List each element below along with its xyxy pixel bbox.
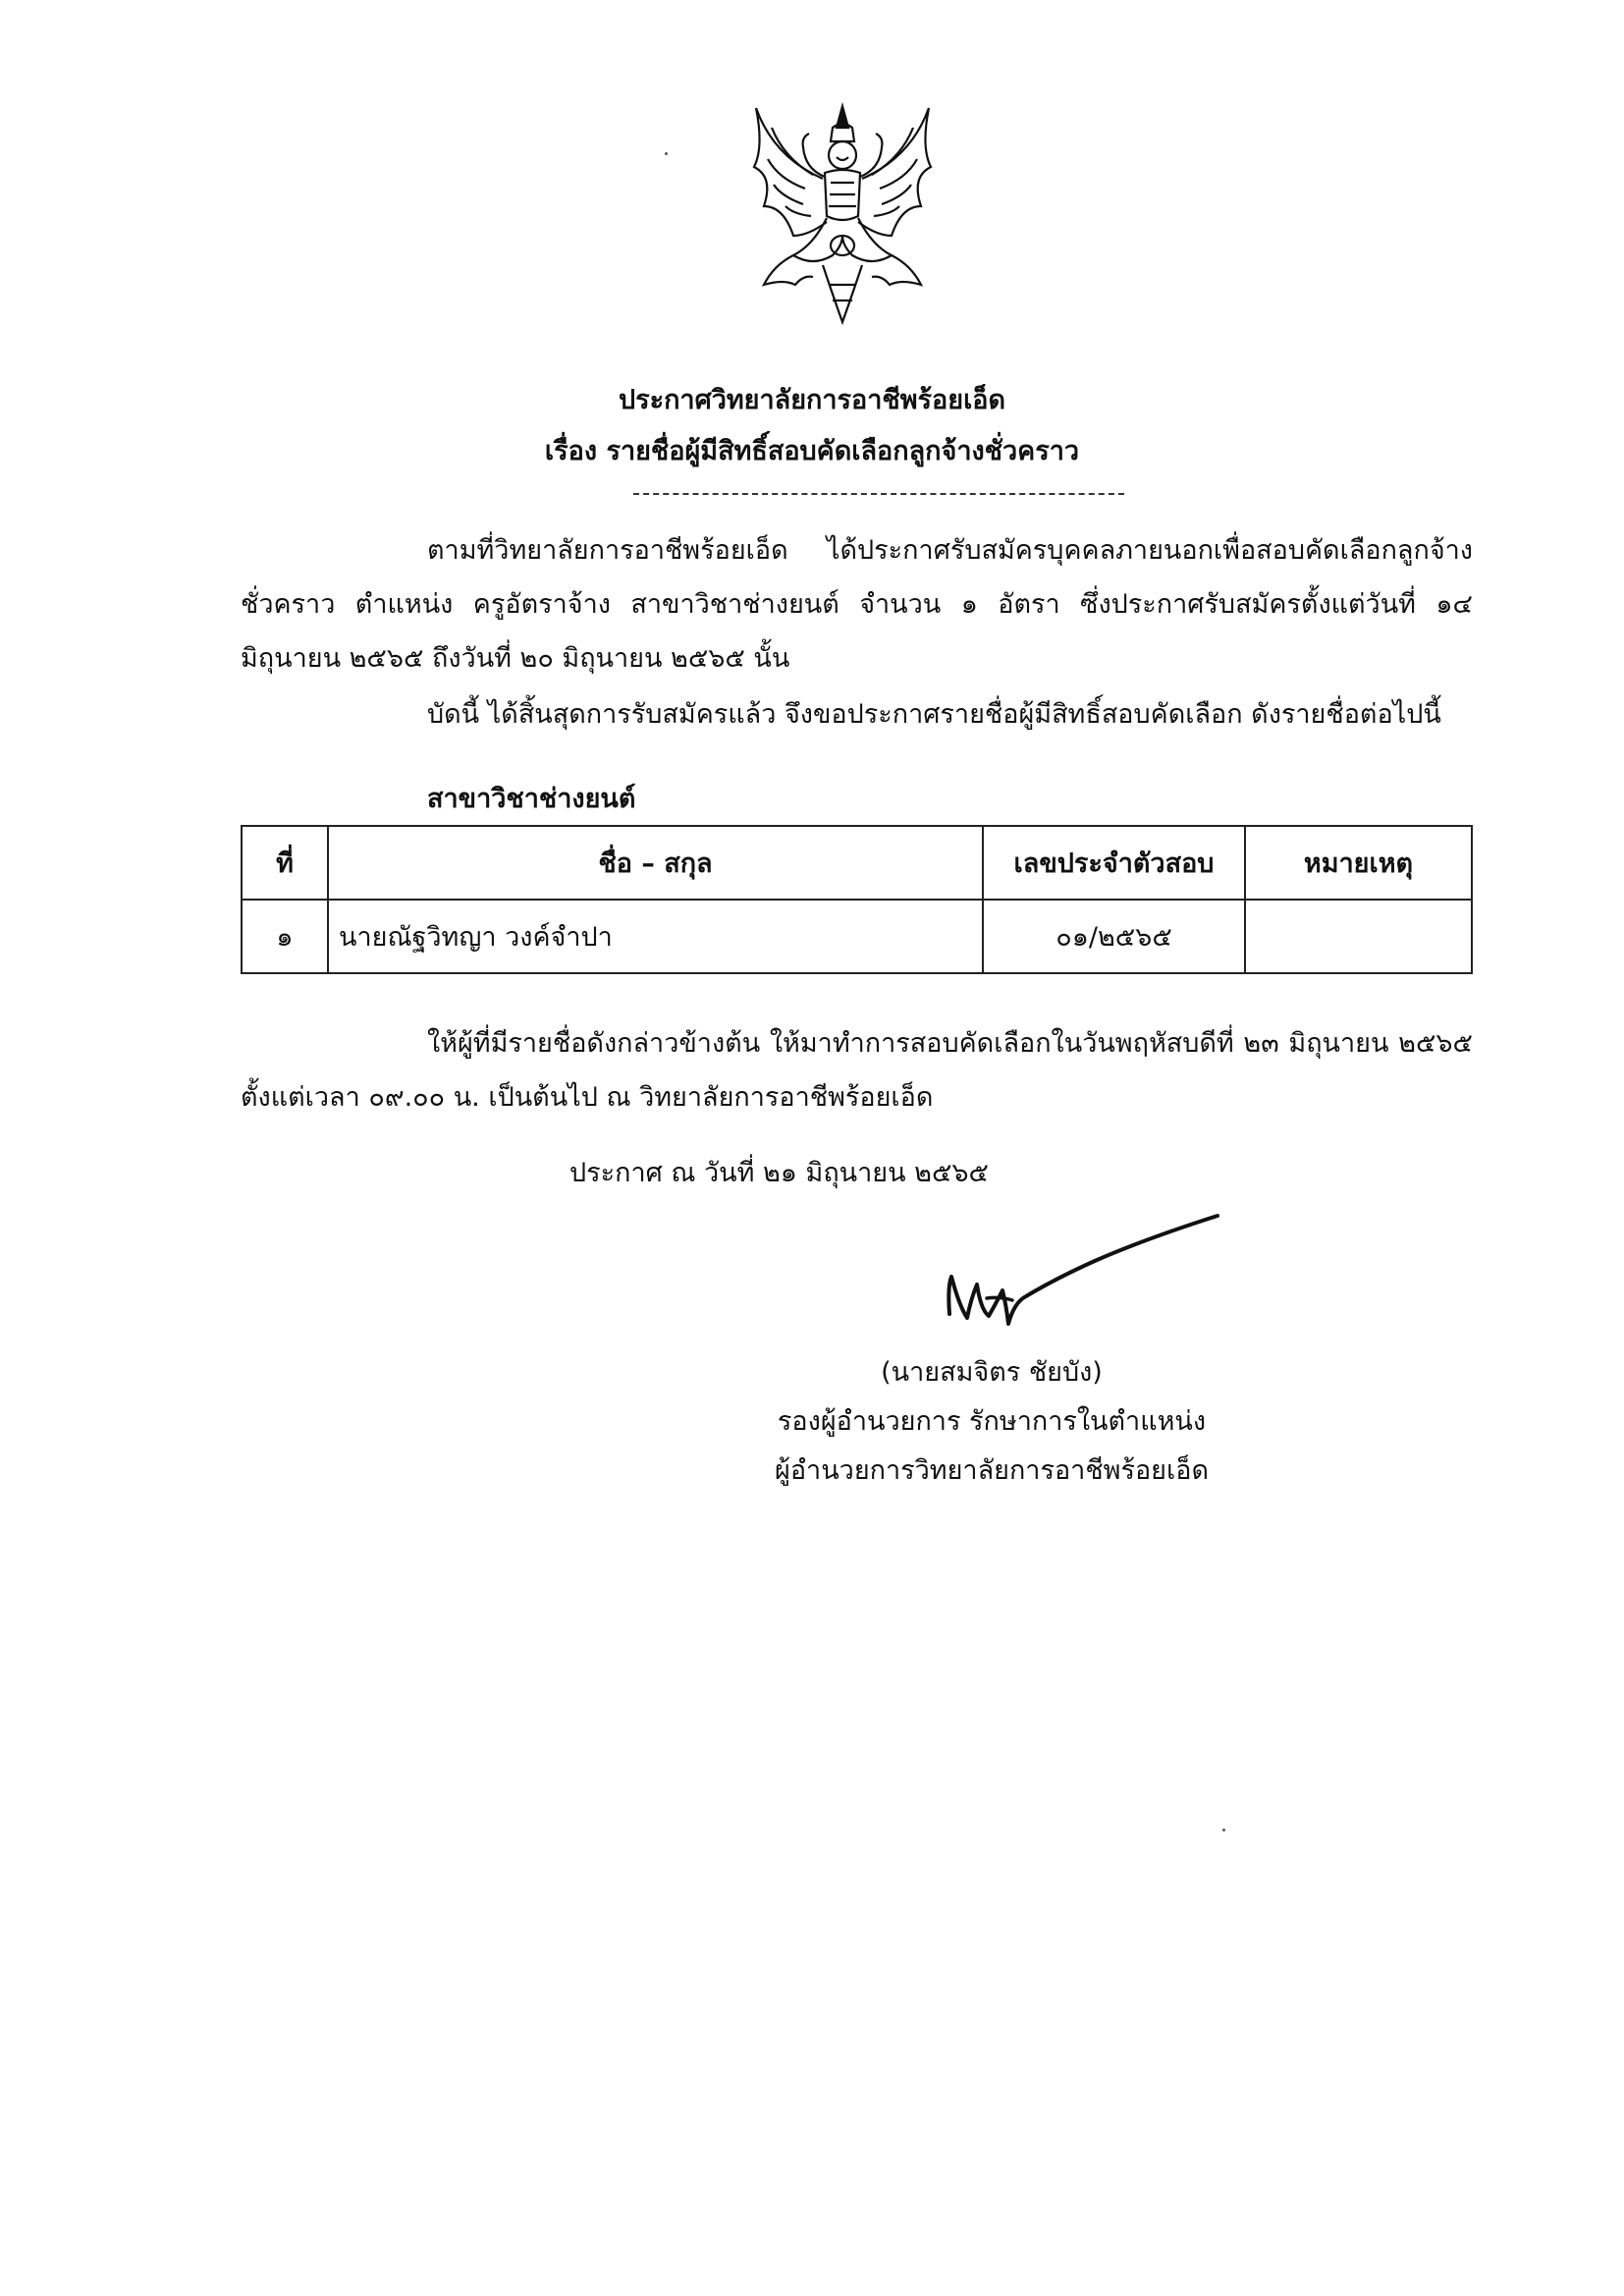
document-title: ประกาศวิทยาลัยการอาชีพร้อยเอ็ด xyxy=(618,385,1006,415)
title-divider xyxy=(633,493,1124,495)
intro-paragraph-text: ตามที่วิทยาลัยการอาชีพร้อยเอ็ด ได้ประกาศรับสมัครบุคคลภายนอกเพื่อสอบคัดเลือกลูกจ้างชั่วคราว ตำแหน่ง ครูอัตราจ้าง สาขาวิชาช่างยนต์ จำนวน ๑ อัตรา ซึ่งประกาศรับสมัครตั้งแต่วันที่ ๑๔ มิถุนายน ๒๕๖๕ ถึงวันที่ ๒๐ มิถุนายน ๒๕๖๕ นั้น xyxy=(241,535,1473,674)
handwritten-signature xyxy=(938,1208,1222,1345)
signatory-name: (นายสมจิตร ชัยบัง) xyxy=(881,1357,1103,1388)
signatory-title-line1: รองผู้อำนวยการ รักษาการในตำแหน่ง xyxy=(777,1406,1207,1437)
column-header-name: ชื่อ – สกุล xyxy=(328,826,983,900)
table-row xyxy=(242,900,1472,973)
scan-speck xyxy=(665,152,668,155)
garuda-emblem-icon xyxy=(734,98,950,334)
scan-speck xyxy=(1222,1829,1225,1831)
candidate-table xyxy=(241,825,1473,974)
cell-name: นายณัฐวิทญา วงค์จำปา xyxy=(328,900,983,973)
table-header-row xyxy=(242,826,1472,900)
section-heading: สาขาวิชาช่างยนต์ xyxy=(427,784,636,814)
cell-exam-id: ๐๑/๒๕๖๕ xyxy=(983,900,1245,973)
announcement-paragraph: บัดนี้ ได้สิ้นสุดการรับสมัครแล้ว จึงขอประกาศรายชื่อผู้มีสิทธิ์สอบคัดเลือก ดังรายชื่อต่อไปนี้ xyxy=(427,699,1441,730)
announcement-date: ประกาศ ณ วันที่ ๒๑ มิถุนายน ๒๕๖๕ xyxy=(569,1158,989,1188)
column-header-number: ที่ xyxy=(242,826,328,900)
exam-instructions-paragraph xyxy=(241,1016,1473,1124)
column-header-exam-id: เลขประจำตัวสอบ xyxy=(983,826,1245,900)
document-subject: เรื่อง รายชื่อผู้มีสิทธิ์สอบคัดเลือกลูกจ้างชั่วคราว xyxy=(544,436,1080,466)
cell-remark xyxy=(1245,900,1472,973)
signatory-title-line2: ผู้อำนวยการวิทยาลัยการอาชีพร้อยเอ็ด xyxy=(775,1455,1209,1486)
exam-instructions-text: ให้ผู้ที่มีรายชื่อดังกล่าวข้างต้น ให้มาทำการสอบคัดเลือกในวันพฤหัสบดีที่ ๒๓ มิถุนายน ๒๕๖๕ ตั้งแต่เวลา ๐๙.๐๐ น. เป็นต้นไป ณ วิทยาลัยการอาชีพร้อยเอ็ด xyxy=(241,1028,1473,1113)
cell-number: ๑ xyxy=(242,900,328,973)
column-header-remark: หมายเหตุ xyxy=(1245,826,1472,900)
intro-paragraph xyxy=(241,523,1473,685)
